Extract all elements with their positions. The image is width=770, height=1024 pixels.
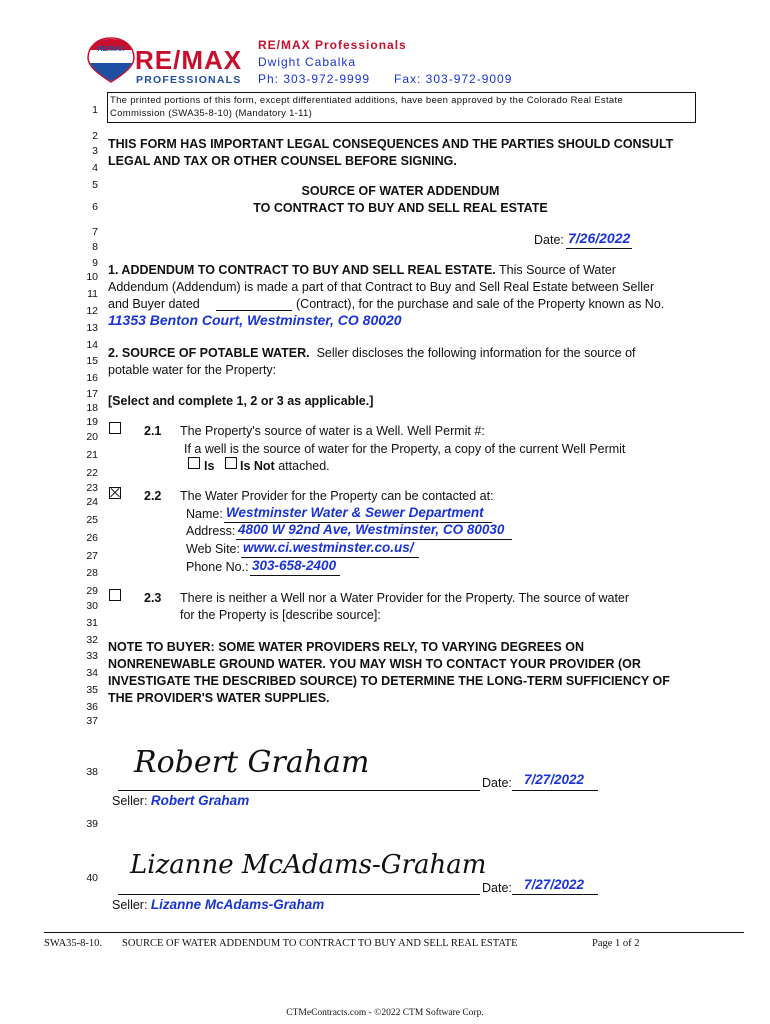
line-number: 8 bbox=[92, 241, 98, 253]
seller-2-date[interactable]: 7/27/2022 bbox=[524, 877, 585, 892]
option-2-2-text: The Water Provider for the Property can be contacted at: bbox=[180, 489, 494, 503]
seller-1-date-underline bbox=[512, 790, 598, 791]
option-2-2-checkbox-checked[interactable] bbox=[109, 487, 121, 499]
footer-copyright: CTMeContracts.com - ©2022 CTM Software Corp. bbox=[286, 1008, 484, 1018]
seller-1-date-label: Date: bbox=[482, 776, 512, 790]
footer-page: Page 1 of 2 bbox=[592, 938, 640, 949]
provider-address-label: Address: bbox=[186, 524, 236, 538]
line-number: 6 bbox=[92, 201, 98, 213]
line-number: 37 bbox=[86, 715, 98, 727]
agent-brand: RE/MAX Professionals bbox=[258, 38, 407, 52]
remax-professionals-wordmark: PROFESSIONALS bbox=[136, 74, 242, 86]
option-2-3-text: There is neither a Well nor a Water Provider for the Property. The source of water bbox=[180, 591, 630, 605]
agent-phone: Ph: 303-972-9999 bbox=[258, 72, 371, 86]
well-permit-isnot-line bbox=[240, 459, 330, 473]
line-number: 30 bbox=[86, 600, 98, 612]
line-number: 38 bbox=[86, 766, 98, 778]
line-number: 31 bbox=[86, 617, 98, 629]
line-number: 28 bbox=[86, 567, 98, 579]
line-number: 11 bbox=[87, 288, 98, 300]
provider-name-value[interactable]: Westminster Water & Sewer Department bbox=[226, 505, 484, 520]
seller-1-signature-line bbox=[118, 790, 480, 791]
well-permit-is-checkbox[interactable] bbox=[188, 457, 200, 469]
line-number: 19 bbox=[86, 416, 98, 428]
line-number: 36 bbox=[86, 701, 98, 713]
section1-line-1 bbox=[108, 263, 616, 277]
line-number: 25 bbox=[86, 514, 98, 526]
line-number: 27 bbox=[86, 550, 98, 562]
provider-phone-value[interactable]: 303-658-2400 bbox=[252, 558, 337, 573]
footer-form-id: SWA35-8-10. bbox=[44, 938, 103, 949]
line-number: 24 bbox=[86, 496, 98, 508]
line-number: 22 bbox=[86, 467, 98, 479]
option-2-3-num: 2.3 bbox=[144, 591, 162, 605]
well-permit-isnot-label: Is Not bbox=[240, 459, 275, 473]
date-value[interactable]: 7/26/2022 bbox=[568, 230, 631, 246]
provider-website-value[interactable]: www.ci.westminster.co.us/ bbox=[243, 540, 414, 555]
line-number: 35 bbox=[86, 684, 98, 696]
approval-line-1: The printed portions of this form, except differentiated additions, have been approved by the Colorado Real Estate bbox=[110, 95, 624, 106]
line-number: 3 bbox=[92, 145, 98, 157]
note-line-3: INVESTIGATE THE DESCRIBED SOURCE) TO DETERMINE THE LONG-TERM SUFFICIENCY OF bbox=[108, 674, 670, 688]
select-instruction: [Select and complete 1, 2 or 3 as applicable.] bbox=[108, 394, 374, 408]
agent-fax: Fax: 303-972-9009 bbox=[394, 72, 513, 86]
footer-rule bbox=[44, 932, 744, 933]
form-title-line-2: TO CONTRACT TO BUY AND SELL REAL ESTATE bbox=[253, 201, 548, 215]
option-2-3-line-2: for the Property is [describe source]: bbox=[180, 608, 381, 622]
footer-form-title: SOURCE OF WATER ADDENDUM TO CONTRACT TO BUY AND SELL REAL ESTATE bbox=[122, 938, 518, 949]
section2-heading: 2. SOURCE OF POTABLE WATER. bbox=[108, 346, 310, 360]
provider-address-value[interactable]: 4800 W 92nd Ave, Westminster, CO 80030 bbox=[238, 522, 505, 537]
approval-line-2: Commission (SWA35-8-10) (Mandatory 1-11) bbox=[110, 108, 313, 119]
date-underline bbox=[566, 248, 632, 249]
section1-heading: 1. ADDENDUM TO CONTRACT TO BUY AND SELL REAL ESTATE. bbox=[108, 263, 496, 277]
line-number: 9 bbox=[92, 257, 98, 269]
line-number: 39 bbox=[86, 818, 98, 830]
line-number: 7 bbox=[92, 226, 98, 238]
warning-line-2: LEGAL AND TAX OR OTHER COUNSEL BEFORE SIGNING. bbox=[108, 154, 457, 168]
well-permit-is-label: Is bbox=[204, 459, 215, 473]
seller-2-signature-line bbox=[118, 894, 480, 895]
line-number: 5 bbox=[92, 179, 98, 191]
option-2-1-checkbox[interactable] bbox=[109, 422, 121, 434]
seller-2-name[interactable]: Lizanne McAdams-Graham bbox=[150, 897, 325, 912]
remax-wordmark: RE/MAX bbox=[135, 45, 243, 75]
provider-website-label: Web Site: bbox=[186, 542, 240, 556]
note-line-4: THE PROVIDER'S WATER SUPPLIES. bbox=[108, 691, 330, 705]
warning-line-1: THIS FORM HAS IMPORTANT LEGAL CONSEQUENCES AND THE PARTIES SHOULD CONSULT bbox=[108, 137, 674, 151]
line-number: 29 bbox=[86, 585, 98, 597]
note-line-2: NONRENEWABLE GROUND WATER. YOU MAY WISH TO CONTACT YOUR PROVIDER (OR bbox=[108, 657, 641, 671]
option-2-1-num: 2.1 bbox=[144, 424, 162, 438]
line-number: 14 bbox=[86, 339, 98, 351]
seller-2-signature: Lizanne McAdams-Graham bbox=[130, 850, 487, 880]
section1-line-3a: and Buyer dated bbox=[108, 297, 200, 311]
agent-name: Dwight Cabalka bbox=[258, 55, 357, 69]
option-2-2-num: 2.2 bbox=[144, 489, 162, 503]
line-number: 33 bbox=[86, 650, 98, 662]
line-number: 4 bbox=[92, 162, 98, 174]
seller-2-date-label: Date: bbox=[482, 881, 512, 895]
section1-line-2: Addendum (Addendum) is made a part of that Contract to Buy and Sell Real Estate between Seller bbox=[108, 280, 655, 294]
seller-1-signature: Robert Graham bbox=[134, 745, 370, 780]
option-2-3-checkbox[interactable] bbox=[109, 589, 121, 601]
seller-2-label: Seller: bbox=[112, 898, 148, 912]
line-number: 1 bbox=[92, 104, 98, 116]
note-line-1: NOTE TO BUYER: SOME WATER PROVIDERS RELY, TO VARYING DEGREES ON bbox=[108, 640, 584, 654]
option-2-1-text: The Property's source of water is a Well. Well Permit #: bbox=[180, 424, 485, 438]
remax-balloon-logo bbox=[86, 36, 136, 84]
line-number: 13 bbox=[86, 322, 98, 334]
attached-label: attached. bbox=[278, 459, 330, 473]
balloon-text: RE/MAX bbox=[97, 46, 125, 53]
buyer-dated-blank[interactable] bbox=[216, 310, 292, 311]
section2-line-1 bbox=[108, 346, 636, 360]
line-number: 34 bbox=[86, 667, 98, 679]
line-number: 23 bbox=[86, 482, 98, 494]
line-number: 21 bbox=[86, 449, 98, 461]
section1-line-3b: (Contract), for the purchase and sale of the Property known as No. bbox=[296, 297, 665, 311]
provider-phone-underline bbox=[250, 575, 340, 576]
provider-phone-label: Phone No.: bbox=[186, 560, 249, 574]
line-number: 12 bbox=[86, 305, 98, 317]
line-number: 18 bbox=[86, 402, 98, 414]
line-number: 17 bbox=[86, 388, 98, 400]
line-number: 10 bbox=[86, 271, 98, 283]
line-number: 26 bbox=[86, 532, 98, 544]
seller-2-line bbox=[112, 897, 324, 912]
line-number: 40 bbox=[86, 872, 98, 884]
line-number: 2 bbox=[92, 130, 98, 142]
seller-1-date[interactable]: 7/27/2022 bbox=[524, 772, 585, 787]
provider-name-label: Name: bbox=[186, 507, 223, 521]
seller-1-name[interactable]: Robert Graham bbox=[150, 793, 250, 808]
option-2-1-line-2: If a well is the source of water for the Property, a copy of the current Well Permit bbox=[184, 442, 626, 456]
section1-line-1-rest: This Source of Water bbox=[499, 263, 616, 277]
seller-1-label: Seller: bbox=[112, 794, 148, 808]
seller-1-line bbox=[112, 793, 249, 808]
form-title-line-1: SOURCE OF WATER ADDENDUM bbox=[301, 184, 500, 198]
property-address[interactable]: 11353 Benton Court, Westminster, CO 80020 bbox=[108, 312, 402, 328]
section2-line-2: potable water for the Property: bbox=[108, 363, 277, 377]
seller-2-date-underline bbox=[512, 894, 598, 895]
well-permit-isnot-checkbox[interactable] bbox=[225, 457, 237, 469]
line-number: 32 bbox=[86, 634, 98, 646]
line-number: 20 bbox=[86, 431, 98, 443]
date-label: Date: bbox=[534, 233, 564, 247]
line-number: 16 bbox=[86, 372, 98, 384]
line-number: 15 bbox=[86, 355, 98, 367]
section2-line-1-rest: Seller discloses the following information for the source of bbox=[316, 346, 636, 360]
